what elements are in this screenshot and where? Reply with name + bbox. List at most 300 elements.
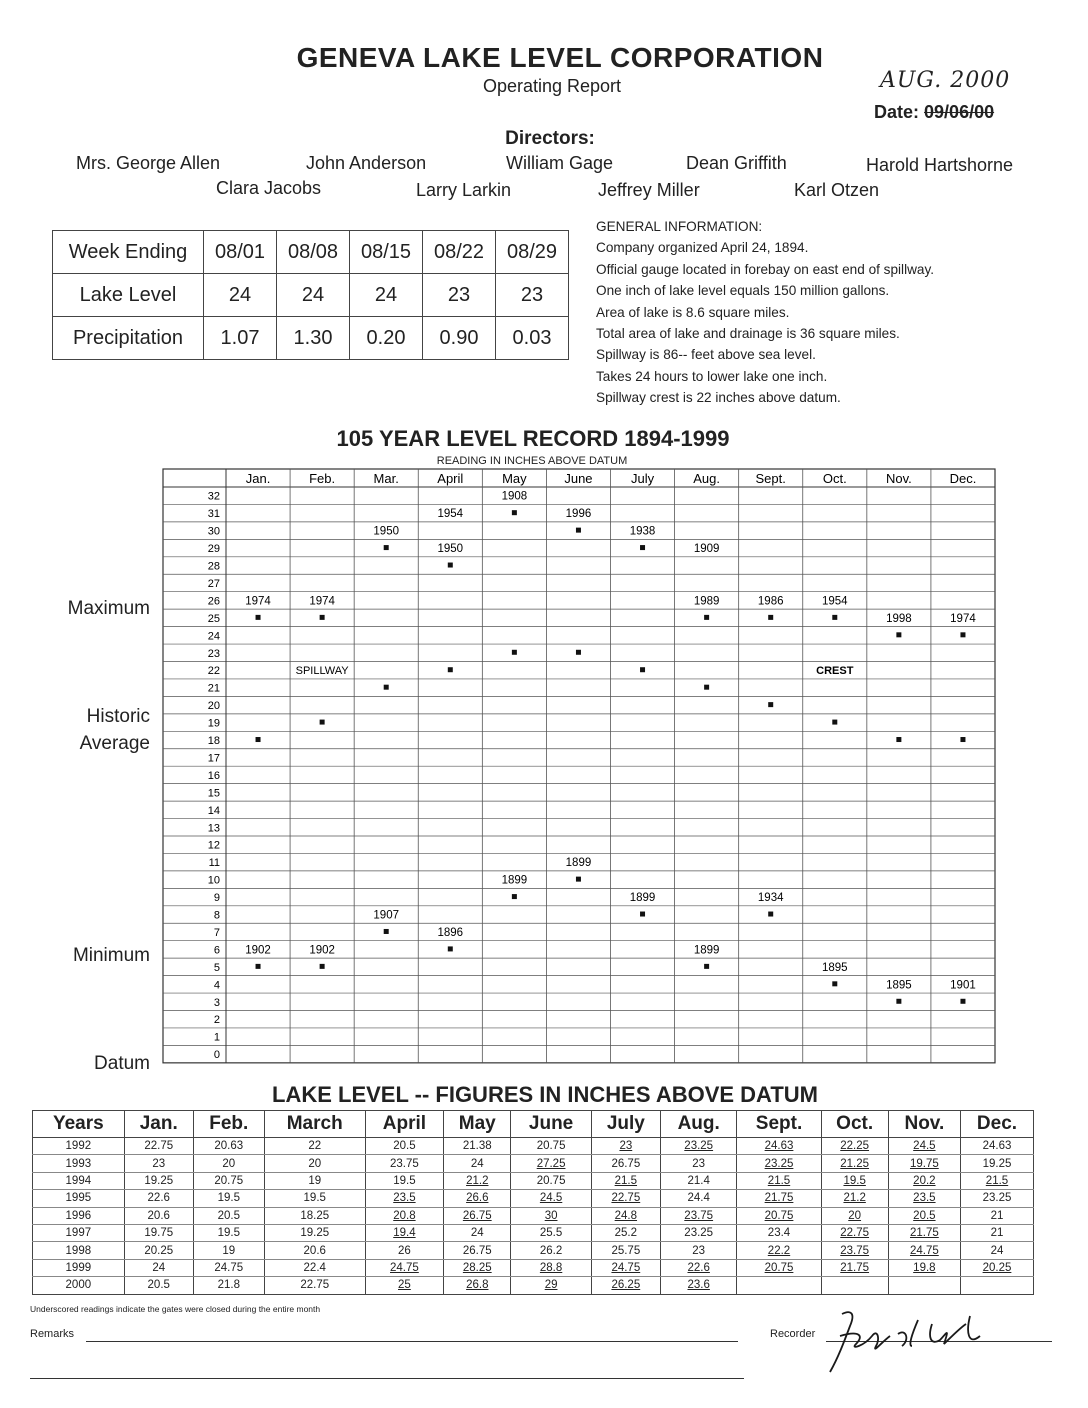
level-cell: 20.6 bbox=[124, 1207, 193, 1224]
y-tick-label: 21 bbox=[207, 682, 220, 695]
max-level-point bbox=[704, 615, 709, 620]
level-cell: 24 bbox=[444, 1224, 511, 1241]
level-cell bbox=[960, 1277, 1033, 1294]
column-header: Feb. bbox=[193, 1111, 264, 1138]
level-cell: 24.4 bbox=[660, 1190, 737, 1207]
level-cell: 19.5 bbox=[193, 1190, 264, 1207]
level-cell: 24 bbox=[277, 274, 350, 317]
level-cell: 28.8 bbox=[511, 1259, 591, 1276]
min-level-point bbox=[320, 964, 325, 969]
level-cell: 19.25 bbox=[960, 1155, 1033, 1172]
max-year-label: 1996 bbox=[565, 508, 592, 521]
level-cell: 23.75 bbox=[660, 1207, 737, 1224]
minimum-label: Minimum bbox=[72, 945, 150, 966]
maximum-label: Maximum bbox=[67, 598, 150, 619]
average-level-point bbox=[256, 737, 261, 742]
min-year-label: 1896 bbox=[437, 926, 464, 939]
year-cell: 2000 bbox=[33, 1277, 125, 1294]
level-cell bbox=[888, 1277, 960, 1294]
level-cell: 20.75 bbox=[737, 1207, 821, 1224]
level-cell: 20.25 bbox=[960, 1259, 1033, 1276]
level-cell: 21.38 bbox=[444, 1138, 511, 1155]
average-level-point bbox=[320, 720, 325, 725]
y-tick-label: 6 bbox=[213, 944, 220, 957]
level-cell: 23.6 bbox=[660, 1277, 737, 1294]
precip-cell: 0.03 bbox=[496, 317, 569, 360]
level-cell: 26.6 bbox=[444, 1190, 511, 1207]
level-cell: 20 bbox=[193, 1155, 264, 1172]
min-year-label: 1899 bbox=[565, 857, 592, 870]
min-year-label: 1895 bbox=[886, 979, 912, 992]
director-name: Larry Larkin bbox=[416, 180, 512, 200]
y-tick-label: 7 bbox=[213, 926, 220, 939]
level-cell: 26.25 bbox=[591, 1277, 660, 1294]
max-year-label: 1989 bbox=[693, 595, 720, 608]
column-header: Jan. bbox=[124, 1111, 193, 1138]
table-row bbox=[33, 1172, 1034, 1189]
year-cell: 1999 bbox=[33, 1259, 125, 1276]
level-cell: 20.63 bbox=[193, 1138, 264, 1155]
level-cell: 18.25 bbox=[264, 1207, 365, 1224]
month-label: July bbox=[630, 471, 655, 486]
month-label: Jan. bbox=[245, 471, 271, 486]
page-title: GENEVA LAKE LEVEL CORPORATION bbox=[296, 42, 824, 73]
spillway-crest-annotation: CREST bbox=[816, 665, 854, 678]
level-cell: 21.2 bbox=[444, 1172, 511, 1189]
month-label: Mar. bbox=[373, 471, 399, 486]
level-cell: 25.5 bbox=[511, 1224, 591, 1241]
y-tick-label: 14 bbox=[207, 804, 220, 817]
max-year-label: 1974 bbox=[950, 612, 976, 625]
column-header: Oct. bbox=[821, 1111, 888, 1138]
chart-subtitle: READING IN INCHES ABOVE DATUM bbox=[436, 455, 628, 467]
level-cell: 22.75 bbox=[264, 1277, 365, 1294]
level-cell: 20.75 bbox=[511, 1172, 591, 1189]
y-tick-label: 4 bbox=[213, 979, 220, 992]
max-level-point bbox=[768, 615, 773, 620]
level-cell: 20.5 bbox=[888, 1207, 960, 1224]
level-cell: 24.63 bbox=[737, 1138, 821, 1155]
min-year-label: 1907 bbox=[373, 909, 400, 922]
month-label: Oct. bbox=[822, 471, 847, 486]
precip-cell: 0.90 bbox=[423, 317, 496, 360]
y-tick-label: 20 bbox=[207, 700, 220, 713]
column-header: Years bbox=[33, 1111, 125, 1138]
month-label: Aug. bbox=[693, 471, 720, 486]
max-year-label: 1974 bbox=[309, 595, 335, 608]
max-year-label: 1954 bbox=[437, 508, 464, 521]
level-cell: 26.8 bbox=[444, 1277, 511, 1294]
level-cell: 20.75 bbox=[511, 1138, 591, 1155]
min-level-point bbox=[832, 981, 837, 986]
level-cell: 28.25 bbox=[444, 1259, 511, 1276]
max-level-point bbox=[512, 510, 517, 515]
level-cell: 22.2 bbox=[737, 1242, 821, 1259]
level-cell bbox=[821, 1277, 888, 1294]
level-cell: 24.5 bbox=[511, 1190, 591, 1207]
remarks-line bbox=[86, 1341, 738, 1342]
level-cell: 21 bbox=[960, 1224, 1033, 1241]
level-cell: 20.75 bbox=[737, 1259, 821, 1276]
min-year-label: 1899 bbox=[693, 944, 720, 957]
min-level-point bbox=[576, 877, 581, 882]
level-cell: 29 bbox=[511, 1277, 591, 1294]
level-cell: 26.75 bbox=[444, 1207, 511, 1224]
table-header-row bbox=[33, 1111, 1034, 1138]
column-header: March bbox=[264, 1111, 365, 1138]
min-level-point bbox=[960, 999, 965, 1004]
level-cell: 21.5 bbox=[737, 1172, 821, 1189]
level-cell: 21.4 bbox=[660, 1172, 737, 1189]
average-level-point bbox=[832, 720, 837, 725]
lake-level-table bbox=[32, 1110, 1034, 1295]
y-tick-label: 19 bbox=[207, 717, 220, 730]
average-level-point bbox=[576, 650, 581, 655]
max-level-point bbox=[256, 615, 261, 620]
y-tick-label: 9 bbox=[213, 892, 220, 905]
column-header: April bbox=[365, 1111, 443, 1138]
y-tick-label: 30 bbox=[207, 525, 220, 538]
level-cell: 21.2 bbox=[821, 1190, 888, 1207]
level-cell: 19.5 bbox=[264, 1190, 365, 1207]
max-level-point bbox=[640, 545, 645, 550]
level-cell: 25 bbox=[365, 1277, 443, 1294]
min-year-label: 1901 bbox=[950, 979, 976, 992]
min-level-point bbox=[640, 912, 645, 917]
director-name: Clara Jacobs bbox=[216, 178, 322, 198]
year-cell: 1994 bbox=[33, 1172, 125, 1189]
year-cell: 1997 bbox=[33, 1224, 125, 1241]
level-cell: 30 bbox=[511, 1207, 591, 1224]
level-cell: 24 bbox=[350, 274, 423, 317]
level-cell: 24.8 bbox=[591, 1207, 660, 1224]
general-info-line: Total area of lake and drainage is 36 square miles. bbox=[596, 326, 900, 342]
year-cell: 1996 bbox=[33, 1207, 125, 1224]
min-year-label: 1902 bbox=[245, 944, 271, 957]
y-tick-label: 25 bbox=[207, 612, 220, 625]
table-row bbox=[33, 1190, 1034, 1207]
y-tick-label: 13 bbox=[207, 822, 220, 835]
row-label: Precipitation bbox=[53, 317, 204, 360]
level-cell: 23.75 bbox=[365, 1155, 443, 1172]
director-name: Dean Griffith bbox=[686, 153, 787, 173]
level-cell: 23 bbox=[124, 1155, 193, 1172]
level-cell: 23 bbox=[660, 1242, 737, 1259]
level-cell: 19.25 bbox=[264, 1224, 365, 1241]
y-tick-label: 0 bbox=[213, 1049, 220, 1062]
level-cell: 20 bbox=[264, 1155, 365, 1172]
month-label: May bbox=[502, 471, 527, 486]
max-level-point bbox=[576, 528, 581, 533]
datum-label: Datum bbox=[94, 1053, 150, 1074]
underscore-footnote: Underscored readings indicate the gates were closed during the entire month bbox=[30, 1304, 321, 1314]
level-cell: 20.75 bbox=[193, 1172, 264, 1189]
level-cell: 20.5 bbox=[193, 1207, 264, 1224]
precip-cell: 0.20 bbox=[350, 317, 423, 360]
general-info-line: Official gauge located in forebay on east end of spillway. bbox=[596, 261, 935, 277]
level-cell: 24 bbox=[124, 1259, 193, 1276]
general-info-line: Takes 24 hours to lower lake one inch. bbox=[596, 368, 828, 384]
level-cell: 20.5 bbox=[124, 1277, 193, 1294]
level-cell: 19.75 bbox=[888, 1155, 960, 1172]
level-cell: 26.75 bbox=[591, 1155, 660, 1172]
table-row bbox=[33, 1224, 1034, 1241]
level-cell: 25.75 bbox=[591, 1242, 660, 1259]
min-year-label: 1899 bbox=[501, 874, 528, 887]
level-cell: 23 bbox=[423, 274, 496, 317]
min-level-point bbox=[384, 929, 389, 934]
row-label: Week Ending bbox=[53, 231, 204, 274]
level-cell: 23.25 bbox=[960, 1190, 1033, 1207]
general-info-line: Spillway is 86-- feet above sea level. bbox=[596, 347, 816, 363]
chart-title: 105 YEAR LEVEL RECORD 1894-1999 bbox=[336, 426, 730, 451]
level-cell: 20.8 bbox=[365, 1207, 443, 1224]
max-year-label: 1950 bbox=[373, 525, 400, 538]
spillway-crest-annotation: SPILLWAY bbox=[295, 665, 349, 678]
level-cell: 22.75 bbox=[591, 1190, 660, 1207]
level-cell: 21.75 bbox=[821, 1259, 888, 1276]
min-level-point bbox=[896, 999, 901, 1004]
average-level-point bbox=[384, 685, 389, 690]
level-cell: 23.75 bbox=[821, 1242, 888, 1259]
year-cell: 1995 bbox=[33, 1190, 125, 1207]
director-name: Mrs. George Allen bbox=[76, 153, 221, 173]
y-tick-label: 27 bbox=[207, 577, 220, 590]
level-cell: 24 bbox=[204, 274, 277, 317]
level-cell: 23.25 bbox=[660, 1224, 737, 1241]
month-label: Dec. bbox=[949, 471, 977, 486]
table-row bbox=[33, 1155, 1034, 1172]
level-cell: 24 bbox=[960, 1242, 1033, 1259]
month-label: Nov. bbox=[885, 471, 912, 486]
max-level-point bbox=[320, 615, 325, 620]
level-cell: 23 bbox=[496, 274, 569, 317]
y-tick-label: 22 bbox=[207, 665, 220, 678]
level-cell: 22.75 bbox=[821, 1224, 888, 1241]
week-cell: 08/08 bbox=[277, 231, 350, 274]
column-header: May bbox=[444, 1111, 511, 1138]
table-row bbox=[33, 1242, 1034, 1259]
table-row bbox=[33, 1277, 1034, 1294]
level-cell: 24.63 bbox=[960, 1138, 1033, 1155]
min-level-point bbox=[512, 894, 517, 899]
general-info-line: One inch of lake level equals 150 million gallons. bbox=[596, 283, 890, 299]
average-level-point bbox=[768, 702, 773, 707]
y-tick-label: 26 bbox=[207, 595, 220, 608]
week-cell: 08/29 bbox=[496, 231, 569, 274]
average-level-point bbox=[704, 685, 709, 690]
level-cell: 27.25 bbox=[511, 1155, 591, 1172]
level-cell: 24.75 bbox=[591, 1259, 660, 1276]
y-tick-label: 15 bbox=[207, 787, 220, 800]
min-year-label: 1895 bbox=[821, 961, 848, 974]
general-info-line: Spillway crest is 22 inches above datum. bbox=[596, 390, 841, 406]
max-year-label: 1974 bbox=[245, 595, 271, 608]
level-cell: 26 bbox=[365, 1242, 443, 1259]
level-cell: 21.25 bbox=[821, 1155, 888, 1172]
y-tick-label: 17 bbox=[207, 752, 220, 765]
y-tick-label: 11 bbox=[208, 857, 220, 870]
level-cell: 21.8 bbox=[193, 1277, 264, 1294]
month-label: June bbox=[564, 471, 593, 486]
level-cell: 25.2 bbox=[591, 1224, 660, 1241]
average-label: Average bbox=[79, 733, 150, 754]
remarks-label: Remarks bbox=[30, 1328, 75, 1340]
level-cell: 23.5 bbox=[365, 1190, 443, 1207]
level-cell: 19.25 bbox=[124, 1172, 193, 1189]
y-tick-label: 10 bbox=[207, 874, 220, 887]
level-cell: 20.5 bbox=[365, 1138, 443, 1155]
level-cell: 23 bbox=[591, 1138, 660, 1155]
average-level-point bbox=[640, 667, 645, 672]
min-level-point bbox=[704, 964, 709, 969]
y-tick-label: 3 bbox=[213, 996, 220, 1009]
level-cell: 21.5 bbox=[960, 1172, 1033, 1189]
level-cell: 23.4 bbox=[737, 1224, 821, 1241]
recorder-label: Recorder bbox=[770, 1328, 816, 1340]
level-cell: 24.75 bbox=[193, 1259, 264, 1276]
month-label: April bbox=[437, 471, 464, 486]
year-cell: 1993 bbox=[33, 1155, 125, 1172]
level-cell: 22.25 bbox=[821, 1138, 888, 1155]
month-label: Sept. bbox=[755, 471, 786, 486]
level-cell: 23 bbox=[660, 1155, 737, 1172]
max-year-label: 1998 bbox=[886, 612, 912, 625]
level-cell: 24.75 bbox=[888, 1242, 960, 1259]
max-year-label: 1986 bbox=[757, 595, 784, 608]
level-cell: 22.6 bbox=[660, 1259, 737, 1276]
month-label: Feb. bbox=[309, 471, 336, 486]
y-tick-label: 24 bbox=[207, 630, 220, 643]
date-label: Date: bbox=[874, 102, 920, 122]
director-name: Jeffrey Miller bbox=[598, 180, 700, 200]
director-name: William Gage bbox=[506, 153, 614, 173]
level-cell: 23.25 bbox=[737, 1155, 821, 1172]
min-level-point bbox=[256, 964, 261, 969]
min-level-point bbox=[768, 912, 773, 917]
row-label: Lake Level bbox=[53, 274, 204, 317]
y-tick-label: 1 bbox=[213, 1031, 220, 1044]
precip-cell: 1.30 bbox=[277, 317, 350, 360]
min-year-label: 1902 bbox=[309, 944, 335, 957]
table-row bbox=[33, 1138, 1034, 1155]
column-header: Nov. bbox=[888, 1111, 960, 1138]
y-tick-label: 5 bbox=[213, 961, 220, 974]
max-year-label: 1938 bbox=[629, 525, 656, 538]
week-cell: 08/22 bbox=[423, 231, 496, 274]
level-cell: 19.4 bbox=[365, 1224, 443, 1241]
y-tick-label: 2 bbox=[213, 1014, 220, 1027]
director-name: John Anderson bbox=[306, 153, 427, 173]
level-cell: 21.5 bbox=[591, 1172, 660, 1189]
week-cell: 08/01 bbox=[204, 231, 277, 274]
average-level-point bbox=[896, 737, 901, 742]
level-cell: 22.6 bbox=[124, 1190, 193, 1207]
date-value: 09/06/00 bbox=[924, 102, 995, 122]
y-tick-label: 32 bbox=[207, 490, 220, 503]
level-cell bbox=[737, 1277, 821, 1294]
column-header: Dec. bbox=[960, 1111, 1033, 1138]
chart-grid bbox=[163, 469, 995, 1063]
average-level-point bbox=[960, 737, 965, 742]
column-header: July bbox=[591, 1111, 660, 1138]
level-cell: 19 bbox=[264, 1172, 365, 1189]
level-cell: 20 bbox=[821, 1207, 888, 1224]
level-cell: 20.2 bbox=[888, 1172, 960, 1189]
level-cell: 24 bbox=[444, 1155, 511, 1172]
min-level-point bbox=[448, 946, 453, 951]
year-cell: 1998 bbox=[33, 1242, 125, 1259]
level-cell: 24.75 bbox=[365, 1259, 443, 1276]
min-year-label: 1934 bbox=[757, 892, 784, 905]
y-tick-label: 28 bbox=[207, 560, 220, 573]
table-row bbox=[33, 1259, 1034, 1276]
level-cell: 26.75 bbox=[444, 1242, 511, 1259]
level-cell: 21.75 bbox=[737, 1190, 821, 1207]
level-cell: 19.8 bbox=[888, 1259, 960, 1276]
level-cell: 26.2 bbox=[511, 1242, 591, 1259]
max-level-point bbox=[896, 632, 901, 637]
y-tick-label: 23 bbox=[207, 647, 220, 660]
level-cell: 19.5 bbox=[365, 1172, 443, 1189]
level-cell: 20.25 bbox=[124, 1242, 193, 1259]
column-header: Aug. bbox=[660, 1111, 737, 1138]
y-tick-label: 29 bbox=[207, 543, 220, 556]
level-cell: 21.75 bbox=[888, 1224, 960, 1241]
director-name: Karl Otzen bbox=[794, 180, 880, 200]
year-cell: 1992 bbox=[33, 1138, 125, 1155]
level-cell: 23.5 bbox=[888, 1190, 960, 1207]
max-year-label: 1909 bbox=[693, 543, 720, 556]
general-info-line: Area of lake is 8.6 square miles. bbox=[596, 304, 790, 320]
column-header: Sept. bbox=[737, 1111, 821, 1138]
level-cell: 19 bbox=[193, 1242, 264, 1259]
level-cell: 23.25 bbox=[660, 1138, 737, 1155]
column-header: June bbox=[511, 1111, 591, 1138]
level-cell: 21 bbox=[960, 1207, 1033, 1224]
level-cell: 22.75 bbox=[124, 1138, 193, 1155]
min-year-label: 1899 bbox=[629, 892, 656, 905]
level-cell: 19.5 bbox=[193, 1224, 264, 1241]
director-name: Harold Hartshorne bbox=[866, 155, 1014, 175]
max-level-point bbox=[960, 632, 965, 637]
level-cell: 22.4 bbox=[264, 1259, 365, 1276]
week-cell: 08/15 bbox=[350, 231, 423, 274]
level-cell: 19.75 bbox=[124, 1224, 193, 1241]
y-tick-label: 16 bbox=[207, 769, 220, 782]
levels-table-title: LAKE LEVEL -- FIGURES IN INCHES ABOVE DATUM bbox=[272, 1082, 818, 1107]
y-tick-label: 18 bbox=[207, 735, 220, 748]
max-level-point bbox=[448, 563, 453, 568]
y-tick-label: 8 bbox=[213, 909, 220, 922]
handwritten-month: AUG. 2000 bbox=[880, 68, 1011, 93]
level-cell: 20.6 bbox=[264, 1242, 365, 1259]
level-cell: 24.5 bbox=[888, 1138, 960, 1155]
max-level-point bbox=[832, 615, 837, 620]
level-cell: 19.5 bbox=[821, 1172, 888, 1189]
level-cell: 22 bbox=[264, 1138, 365, 1155]
y-tick-label: 31 bbox=[207, 508, 220, 521]
average-level-point bbox=[512, 650, 517, 655]
directors-heading: Directors: bbox=[505, 128, 595, 149]
table-row bbox=[33, 1207, 1034, 1224]
y-tick-label: 12 bbox=[207, 839, 220, 852]
general-info-heading: GENERAL INFORMATION: bbox=[596, 219, 763, 234]
remarks-line-2 bbox=[30, 1378, 744, 1379]
average-level-point bbox=[448, 667, 453, 672]
max-year-label: 1908 bbox=[501, 490, 528, 503]
general-info-line: Company organized April 24, 1894. bbox=[596, 240, 809, 256]
